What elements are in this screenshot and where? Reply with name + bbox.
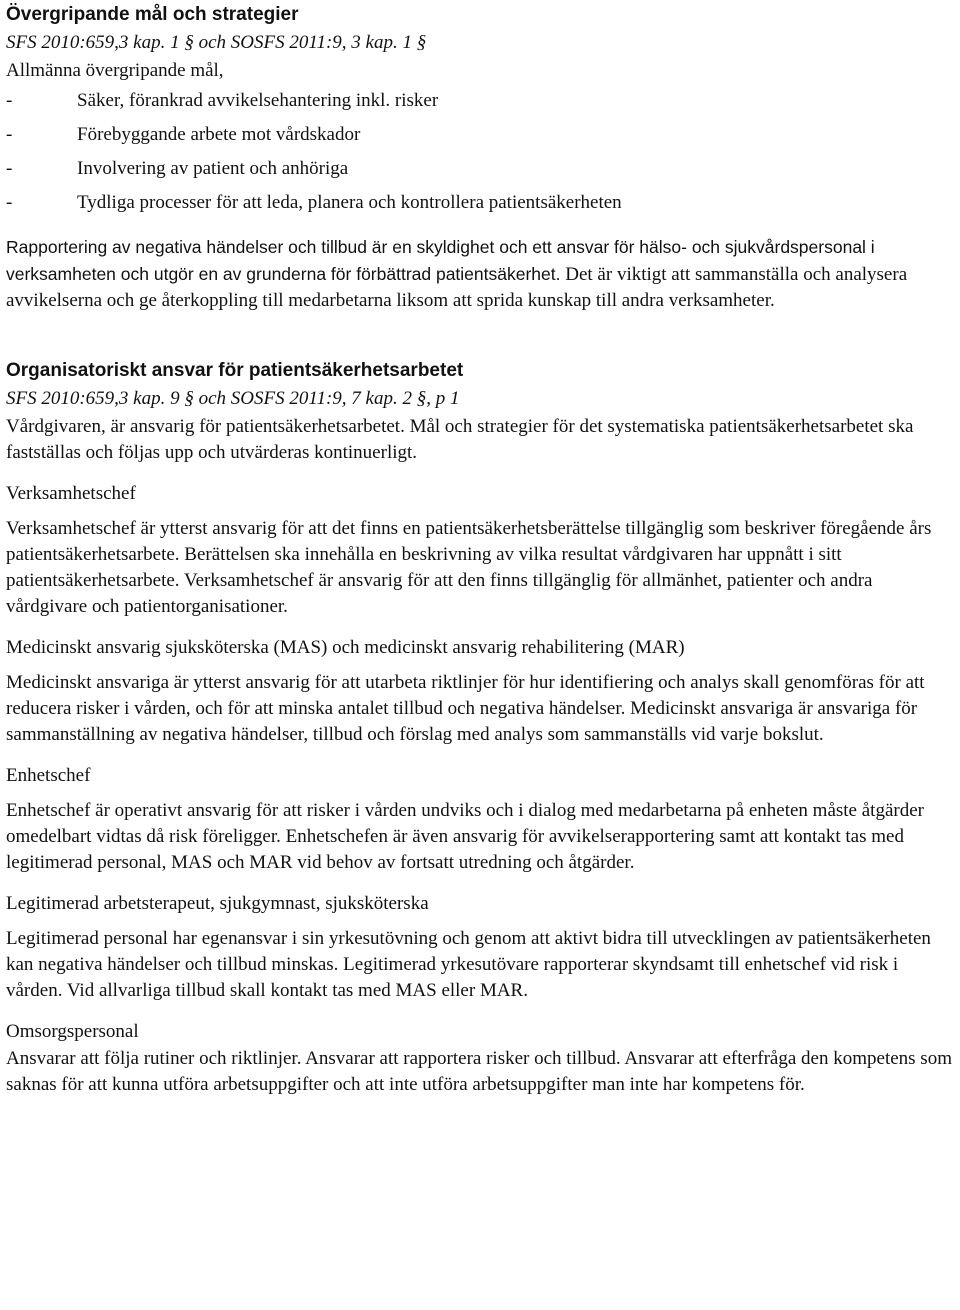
list-item: - Säker, förankrad avvikelsehantering inkl. risker: [6, 84, 954, 118]
role-title-mas-mar: Medicinskt ansvarig sjuksköterska (MAS) och medicinskt ansvarig rehabilitering (MAR): [6, 637, 685, 658]
bullet-dash: -: [6, 192, 13, 213]
bullet-dash: -: [6, 90, 13, 111]
role-text-omsorgspersonal: Ansvarar att följa rutiner och riktlinjer. Ansvarar att rapportera risker och tillbud. Ansvarar att efterfråga den kompetens som saknas för att kunna utföra arbetsuppgifter och att inte utföra arbetsuppgifter man inte har kompetens för.: [6, 1048, 952, 1095]
role-title-verksamhetschef: Verksamhetschef: [6, 483, 136, 504]
list-item: - Involvering av patient och anhöriga: [6, 152, 954, 186]
role-title-legitimerad: Legitimerad arbetsterapeut, sjukgymnast, sjuksköterska: [6, 893, 429, 914]
section-heading-organisation: Organisatoriskt ansvar för patientsäkerhetsarbetet: [6, 360, 464, 381]
role-text-mas-mar: Medicinskt ansvariga är ytterst ansvarig för att utarbeta riktlinjer för hur identifiering och analys skall genomföras för att reducera risker i vården, och för att minska antalet tillbud och negativa händelser. Medicinskt ansvariga är ansvariga för sammanställning av negativa händelser, tillbud och förslag med analys som sammanställs vid varje bokslut.: [6, 672, 925, 745]
bullet-dash: -: [6, 158, 13, 179]
reporting-paragraph: Rapportering av negativa händelser och tillbud är en skyldighet och ett ansvar för hälso- och sjukvårdspersonal i verksamheten och utgör en av grunderna för förbättrad patientsäkerhet. Det är viktigt att sammanställa och analysera avvikelserna och ge återkoppling till medarbetarna liksom att sprida kunskap till andra verksamheter.: [6, 237, 908, 311]
list-item: - Förebyggande arbete mot vårdskador: [6, 118, 954, 152]
legal-reference: SFS 2010:659,3 kap. 1 § och SOSFS 2011:9, 3 kap. 1 §: [6, 32, 427, 53]
list-item: - Tydliga processer för att leda, planera och kontrollera patientsäkerheten: [6, 186, 954, 220]
role-text-legitimerad: Legitimerad personal har egenansvar i sin yrkesutövning och genom att aktivt bidra till utvecklingen av patientsäkerheten kan negativa händelser och tillbud minskas. Legitimerad yrkesutövare rapporterar skyndsamt till enhetschef vid risk i vården. Vid allvarliga tillbud skall kontakt tas med MAS eller MAR.: [6, 928, 931, 1001]
goals-list: [6, 84, 954, 220]
role-title-enhetschef: Enhetschef: [6, 765, 91, 786]
legal-reference: SFS 2010:659,3 kap. 9 § och SOSFS 2011:9, 7 kap. 2 §, p 1: [6, 388, 460, 409]
bullet-dash: -: [6, 124, 13, 145]
role-text-enhetschef: Enhetschef är operativt ansvarig för att risker i vården undviks och i dialog med medarbetarna på enheten måste åtgärder omedelbart vidtas då risk föreligger. Enhetschefen är även ansvarig för avvikelserapportering samt att kontakt tas med legitimerad personal, MAS och MAR vid behov av fortsatt utredning och åtgärder.: [6, 800, 924, 873]
role-title-omsorgspersonal: Omsorgspersonal: [6, 1021, 139, 1042]
goals-intro: Allmänna övergripande mål,: [6, 60, 224, 81]
role-text-verksamhetschef: Verksamhetschef är ytterst ansvarig för att det finns en patientsäkerhetsberättelse tillgänglig som beskriver föregående års patientsäkerhetsarbete. Berättelsen ska innehålla en beskrivning av vilka resultat vårdgivaren har uppnått i sitt patientsäkerhetsarbete. Verksamhetschef är ansvarig för att den finns tillgänglig för allmänhet, patienter och andra vårdgivare och patientorganisationer.: [6, 518, 932, 617]
organisation-paragraph: Vårdgivaren, är ansvarig för patientsäkerhetsarbetet. Mål och strategier för det systematiska patientsäkerhetsarbetet ska fastställas och följas upp och utvärderas kontinuerligt.: [6, 416, 914, 463]
section-heading-goals: Övergripande mål och strategier: [6, 4, 299, 25]
